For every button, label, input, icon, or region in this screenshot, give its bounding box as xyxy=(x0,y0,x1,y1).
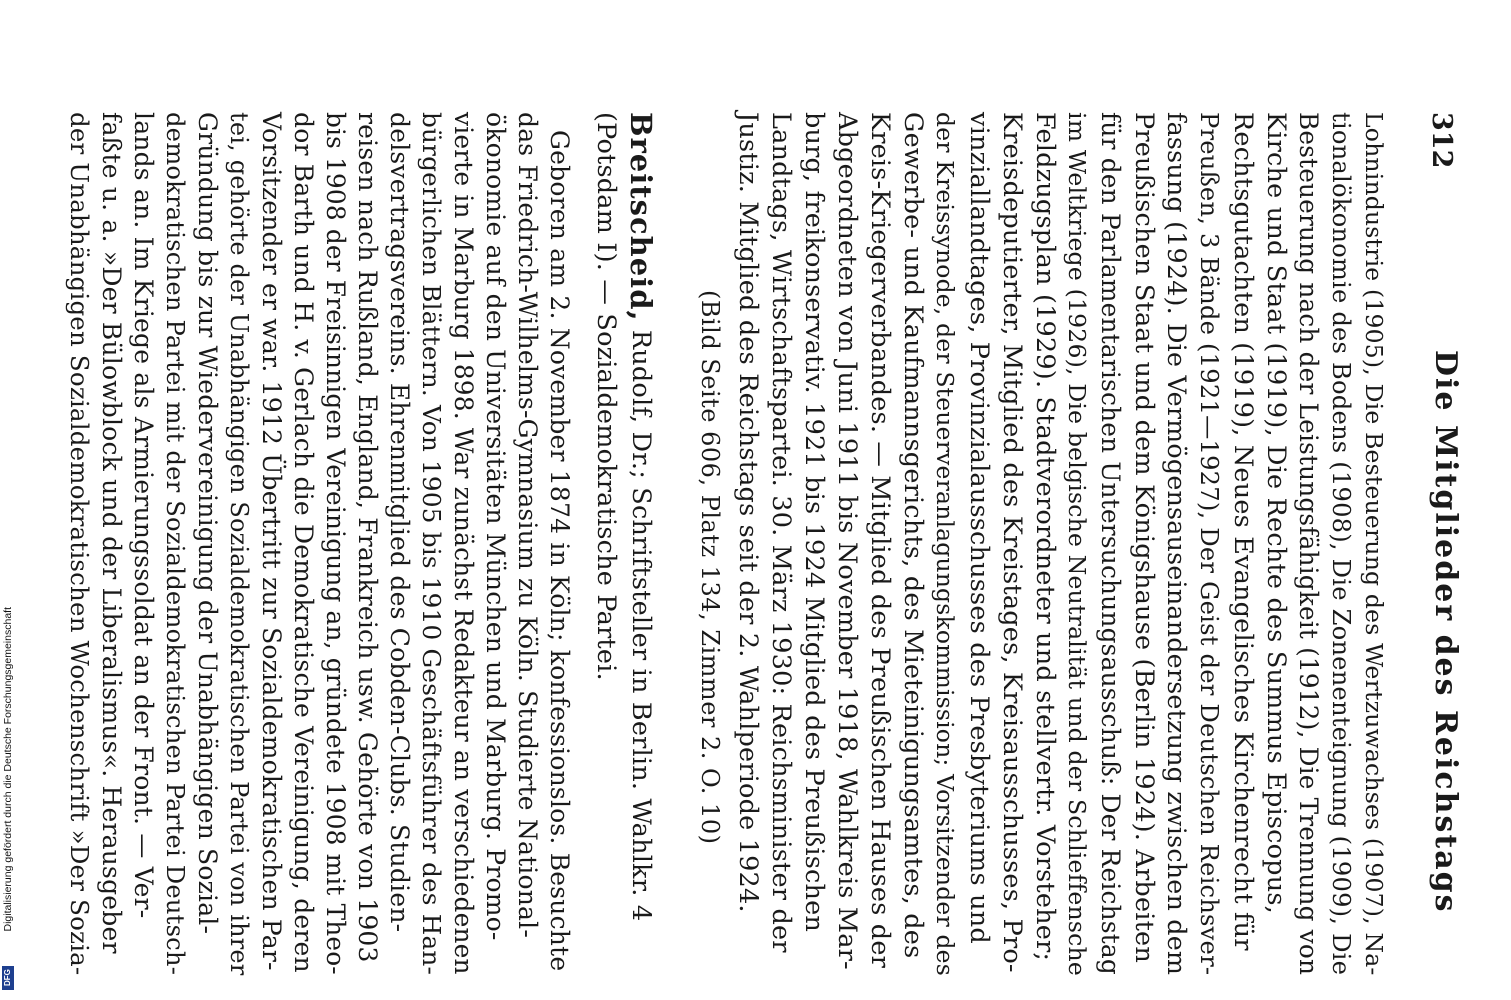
text-line: Lohnindustrie (1905), Die Besteuerung des Wertzuwachses (1907), Na- xyxy=(1360,112,1388,976)
text-line: delsvertragsvereins. Ehrenmitglied des Cobden-Clubs. Studien- xyxy=(385,112,414,933)
text-line: Kreis-Kriegerverbandes. — Mitglied des Preußischen Hauses der xyxy=(865,112,895,969)
text-line: Besteuerung nach der Leistungsfähigkeit (1912), Die Trennung von xyxy=(1294,112,1323,976)
text-line: faßte u. a. »Der Bülowblock und der Liberalismus«. Herausgeber xyxy=(97,112,126,954)
text-line: vierte in Marburg 1898. War zunächst Redakteur an verschiedenen xyxy=(449,112,478,975)
entry-header-line xyxy=(624,112,658,921)
text-line: der Kreissynode, der Steuerveranlagungskommission; Vorsitzender des xyxy=(931,112,959,976)
page-number: 312 xyxy=(1426,112,1457,169)
text-line: demokratischen Partei mit der Sozialdemokratischen Partei Deutsch- xyxy=(161,112,189,976)
text-line: Kirche und Staat (1919), Die Rechte des Summus Episcopus, xyxy=(1261,112,1291,914)
text-line: Gewerbe- und Kaufmannsgerichts, des Mieteinigungsamtes, des xyxy=(898,112,928,959)
text-line: dor Barth und H. v. Gerlach die Demokratische Vereinigung, deren xyxy=(289,112,318,973)
text-line: der Unabhängigen Sozialdemokratischen Wochenschrift »Der Sozia- xyxy=(65,112,94,976)
text-line: Rechtsgutachten (1919), Neues Evangelisches Kirchenrecht für xyxy=(1228,112,1258,951)
dfg-logo: DFG xyxy=(2,966,14,990)
photo-caption: (Bild Seite 606, Platz 134, Zimmer 2. O. 10) xyxy=(696,290,724,845)
digitization-note: Digitalisierung gefördert durch die Deutsche Forschungsgemeinschaft xyxy=(2,607,14,932)
text-line: Gründung bis zur Wiedervereinigung der Unabhängigen Sozial- xyxy=(193,112,222,935)
text-line: Feldzugsplan (1929). Stadtverordneter und stellvertr. Vorsteher; xyxy=(1030,112,1060,962)
text-line: bürgerlichen Blättern. Von 1905 bis 1910 Geschäftsführer des Han- xyxy=(417,112,446,976)
text-line: Geboren am 2. November 1874 in Köln; konfessionslos. Besuchte xyxy=(545,130,574,972)
entry-header-line2: (Potsdam I). — Sozialdemokratische Partei. xyxy=(591,112,621,681)
text-line: Kreisdeputierter, Mitglied des Kreistages, Kreisausschusses, Pro- xyxy=(997,112,1027,973)
text-line: ökonomie auf den Universitäten München und Marburg. Promo- xyxy=(481,112,510,941)
text-line: tionalökonomie des Bodens (1908), Die Zonenenteignung (1909), Die xyxy=(1327,112,1355,976)
text-line: Vorsitzender er war. 1912 Übertritt zur Sozialdemokratischen Par- xyxy=(257,112,286,971)
text-line: reisen nach Rußland, England, Frankreich usw. Gehörte von 1903 xyxy=(353,112,382,963)
text-line: Justiz. Mitglied des Reichstags seit der 2. Wahlperiode 1924. xyxy=(733,112,763,913)
running-head: Die Mitglieder des Reichstags xyxy=(1428,350,1463,914)
text-line: vinziallandtages, Provinzialausschusses des Presbyteriums und xyxy=(964,112,994,944)
text-line: im Weltkriege (1926), Die belgische Neutralität und der Schlieffensche xyxy=(1063,112,1091,976)
text-line: bis 1908 der Freisinnigen Vereinigung an, gründete 1908 mit Theo- xyxy=(321,112,350,975)
entry-name: Breitscheid, xyxy=(624,112,658,322)
text-line: tei, gehörte der Unabhängigen Sozialdemokratischen Partei von ihrer xyxy=(225,112,253,976)
text-line: das Friedrich-Wilhelms-Gymnasium zu Köln. Studierte National- xyxy=(513,112,542,939)
entry-header-rest: Rudolf, Dr.; Schriftsteller in Berlin. Wahlkr. 4 xyxy=(626,321,656,922)
text-line: Landtags, Wirtschaftspartei. 30. März 1930: Reichsminister der xyxy=(766,112,796,953)
text-line: fassung (1924). Die Vermögensauseinandersetzung zwischen dem xyxy=(1162,112,1192,976)
text-line: für den Parlamentarischen Untersuchungsausschuß: Der Reichstag xyxy=(1096,112,1125,976)
text-line: Preußen, 3 Bände (1921—1927), Der Geist der Deutschen Reichsver- xyxy=(1195,112,1223,976)
text-line: lands an. Im Kriege als Armierungssoldat an der Front. — Ver- xyxy=(129,112,158,919)
text-line: Abgeordneten von Juni 1911 bis November 1918, Wahlkreis Mar- xyxy=(832,112,862,970)
text-line: burg, freikonservativ. 1921 bis 1924 Mitglied des Preußischen xyxy=(799,112,829,933)
text-line: Preußischen Staat und dem Königshause (Berlin 1924). Arbeiten xyxy=(1129,112,1159,963)
